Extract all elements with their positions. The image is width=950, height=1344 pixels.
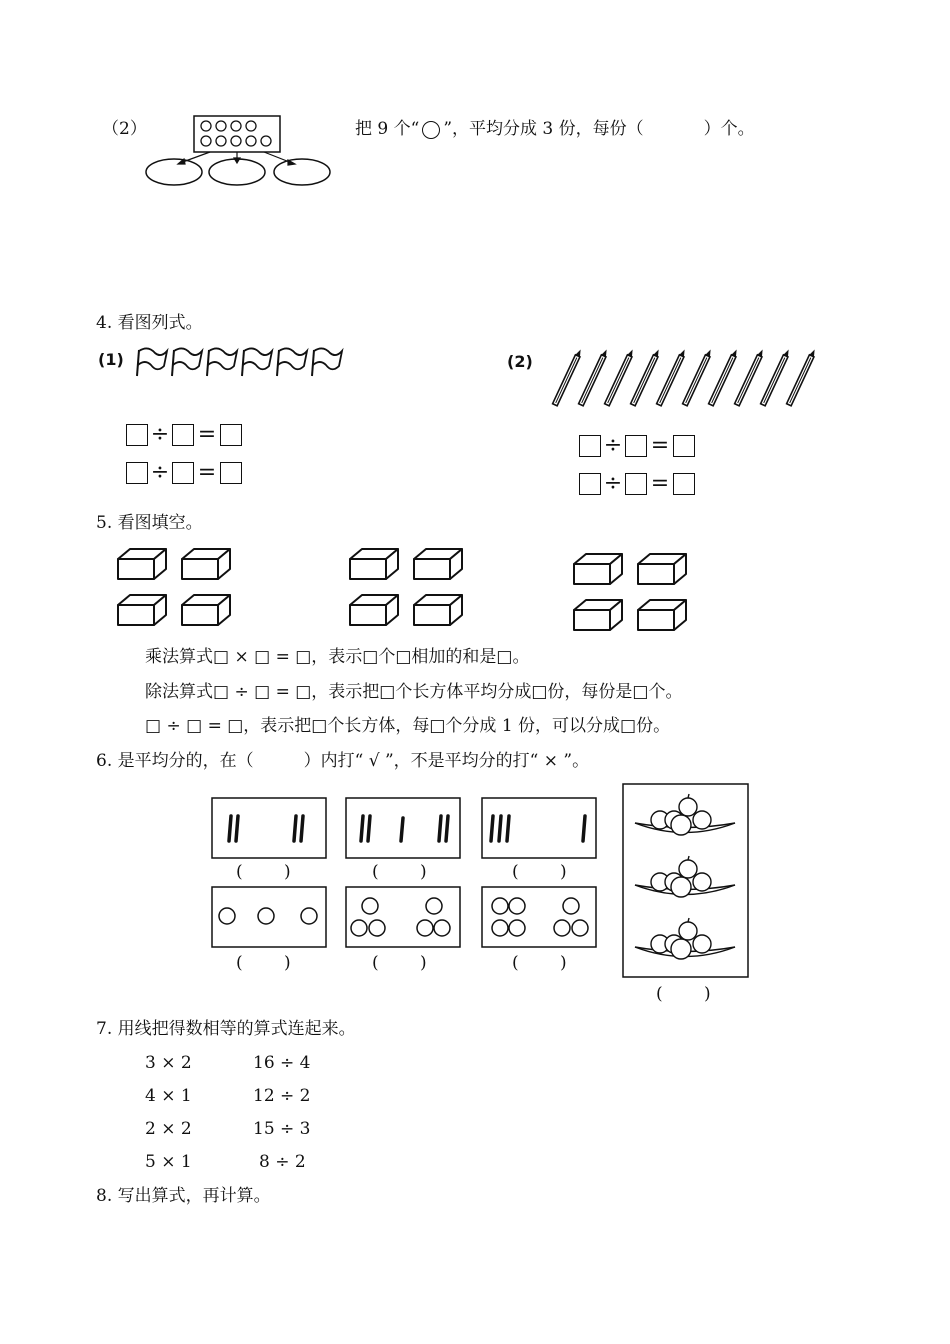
- q7-right-expr[interactable]: 8 ÷ 2: [259, 1152, 306, 1172]
- pencil-icon: [657, 348, 687, 405]
- division-sign: ÷: [603, 471, 623, 496]
- division-sign: ÷: [150, 422, 170, 447]
- answer-box[interactable]: [126, 424, 148, 446]
- equals-sign: =: [650, 433, 670, 458]
- q6-title: [96, 750, 589, 772]
- cuboid-icon: [350, 595, 398, 625]
- q6-answer-paren[interactable]: ( ): [512, 862, 585, 882]
- pencil-icon: [579, 348, 609, 405]
- pencil-icon: [709, 348, 739, 405]
- pencil-icon: [683, 348, 713, 405]
- equals-sign: =: [650, 471, 670, 496]
- q5-title: 5. 看图填空。: [96, 513, 203, 533]
- q6-title-a: 6. 是平均分的，在（: [96, 751, 254, 771]
- answer-box[interactable]: [172, 462, 194, 484]
- flag-icon: [277, 348, 307, 376]
- q5-line-3: □ ÷ □ = □，表示把□个长方体，每□个分成 1 份，可以分成□份。: [145, 716, 671, 736]
- pencil-icon: [787, 348, 817, 405]
- answer-box[interactable]: [673, 473, 695, 495]
- q3-text-after: ”，平均分成 3 份，每份（: [443, 119, 644, 139]
- cuboid-icon: [182, 549, 230, 579]
- cuboid-icon: [574, 554, 622, 584]
- answer-box[interactable]: [220, 424, 242, 446]
- q4-part2-equation-2: [579, 471, 695, 496]
- answer-box[interactable]: [172, 424, 194, 446]
- q6-answer-paren[interactable]: ( ): [372, 862, 445, 882]
- equal-share-pictures: [205, 780, 765, 1010]
- flag-icon: [312, 348, 342, 376]
- bricks-picture: [110, 545, 710, 637]
- q6-title-b: ）内打“ √ ”，不是平均分的打“ × ”。: [303, 751, 590, 771]
- cuboid-icon: [414, 595, 462, 625]
- q6-answer-paren[interactable]: ( ): [372, 953, 445, 973]
- equals-sign: =: [197, 422, 217, 447]
- pencil-icon: [735, 348, 765, 405]
- q4-title: 4. 看图列式。: [96, 313, 203, 333]
- pencil-icon: [553, 348, 583, 405]
- q6-answer-paren[interactable]: ( ): [512, 953, 585, 973]
- q8-title: 8. 写出算式，再计算。: [96, 1186, 271, 1206]
- q6-answer-paren[interactable]: ( ): [656, 984, 729, 1004]
- answer-box[interactable]: [126, 462, 148, 484]
- q4-part2-equation-1: [579, 433, 695, 458]
- q3-text-end: ）个。: [703, 119, 755, 139]
- flag-icon: [137, 348, 167, 376]
- q7-title: 7. 用线把得数相等的算式连起来。: [96, 1019, 356, 1039]
- q6-answer-paren[interactable]: ( ): [236, 862, 309, 882]
- answer-box[interactable]: [625, 435, 647, 457]
- pencil-icon: [631, 348, 661, 405]
- flag-icon: [242, 348, 272, 376]
- cuboid-icon: [118, 549, 166, 579]
- cuboid-icon: [638, 600, 686, 630]
- circle-symbol: [422, 121, 440, 139]
- division-sign: ÷: [150, 460, 170, 485]
- cuboid-icon: [574, 600, 622, 630]
- q7-left-expr[interactable]: 5 × 1: [145, 1152, 192, 1172]
- cuboid-icon: [638, 554, 686, 584]
- flags-picture: [135, 346, 355, 380]
- q7-right-expr[interactable]: 15 ÷ 3: [253, 1119, 311, 1139]
- q7-left-expr[interactable]: 4 × 1: [145, 1086, 192, 1106]
- flag-icon: [207, 348, 237, 376]
- q3-text-before: 把 9 个“: [355, 119, 420, 139]
- division-sign: ÷: [603, 433, 623, 458]
- pencils-picture: [545, 353, 825, 419]
- q5-line-1: 乘法算式□ × □ = □，表示□个□相加的和是□。: [145, 647, 530, 667]
- q3-part2-label: （2）: [102, 119, 147, 139]
- q6-answer-paren[interactable]: ( ): [236, 953, 309, 973]
- answer-box[interactable]: [673, 435, 695, 457]
- q4-part1-equation-2: [126, 460, 242, 485]
- q4-part1-equation-1: [126, 422, 242, 447]
- circles-division-diagram: [140, 110, 340, 190]
- equals-sign: =: [197, 460, 217, 485]
- q4-part1-label: (1): [98, 350, 124, 369]
- q7-right-expr[interactable]: 12 ÷ 2: [253, 1086, 311, 1106]
- cuboid-icon: [118, 595, 166, 625]
- flag-icon: [172, 348, 202, 376]
- q3-part2-question: [355, 118, 755, 140]
- q7-left-expr[interactable]: 2 × 2: [145, 1119, 192, 1139]
- q7-left-expr[interactable]: 3 × 2: [145, 1053, 192, 1073]
- pencil-icon: [761, 348, 791, 405]
- answer-box[interactable]: [220, 462, 242, 484]
- answer-box[interactable]: [579, 435, 601, 457]
- answer-box[interactable]: [625, 473, 647, 495]
- q7-right-expr[interactable]: 16 ÷ 4: [253, 1053, 311, 1073]
- q4-part2-label: (2): [507, 352, 533, 371]
- cuboid-icon: [182, 595, 230, 625]
- cuboid-icon: [414, 549, 462, 579]
- cuboid-icon: [350, 549, 398, 579]
- answer-box[interactable]: [579, 473, 601, 495]
- q5-line-2: 除法算式□ ÷ □ = □，表示把□个长方体平均分成□份，每份是□个。: [145, 682, 683, 702]
- pencil-icon: [605, 348, 635, 405]
